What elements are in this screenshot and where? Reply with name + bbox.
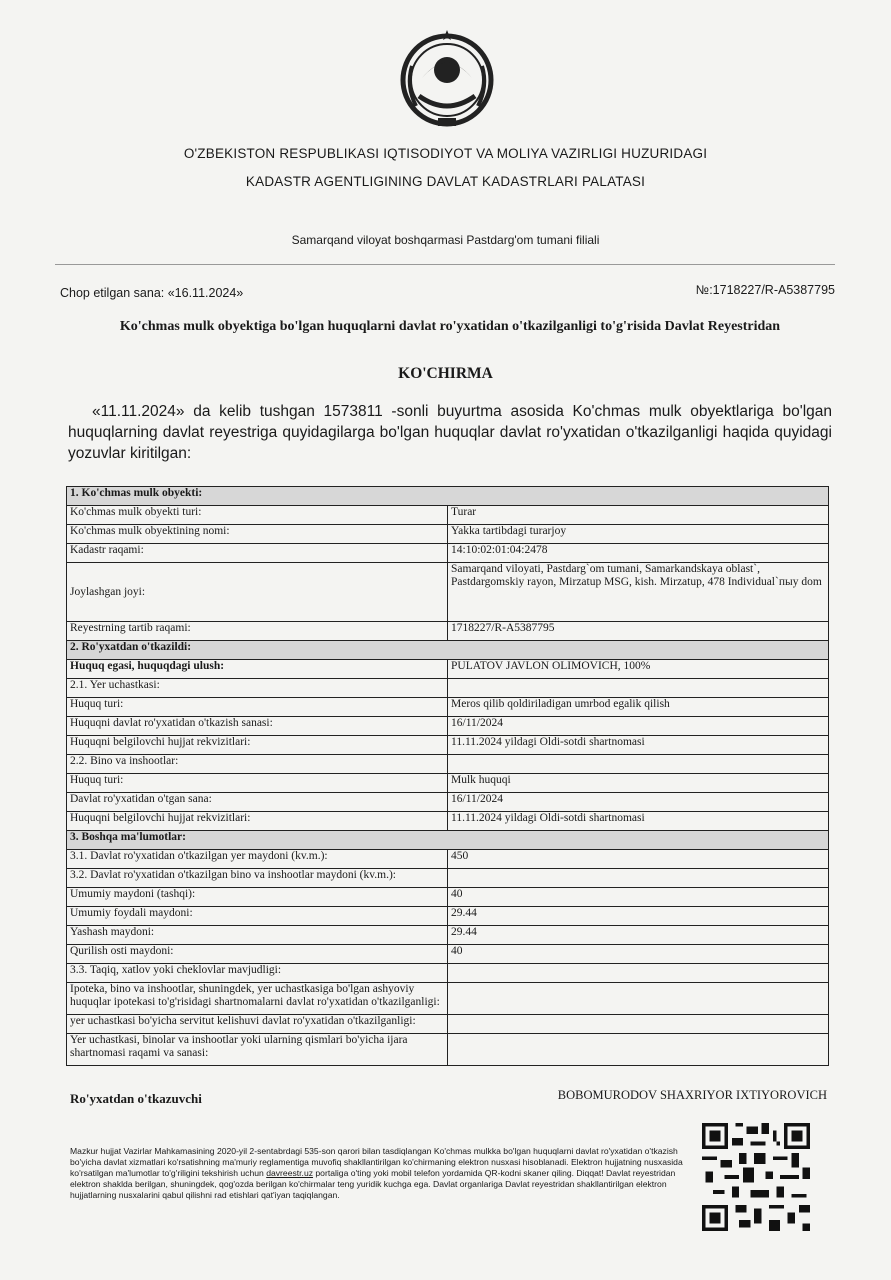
table-row: Huquq turi: Meros qilib qoldiriladigan umrbod egalik qilish (67, 698, 829, 717)
davreestr-link[interactable]: davreestr.uz (266, 1168, 314, 1178)
branch-name: Samarqand viloyat boshqarmasi Pastdarg'om tumani filiali (291, 233, 600, 247)
header-divider (55, 264, 835, 265)
table-row: Davlat ro'yxatidan o'tgan sana: 16/11/2024 (67, 793, 829, 812)
section-header: 3. Boshqa ma'lumotlar: (67, 831, 829, 850)
table-row: Yashash maydoni: 29.44 (67, 926, 829, 945)
section-header: 1. Ko'chmas mulk obyekti: (67, 487, 829, 506)
table-row: yer uchastkasi bo'yicha servitut kelishuvi davlat ro'yxatidan o'tkazilganligi: (67, 1015, 829, 1034)
table-row: Umumiy foydali maydoni: 29.44 (67, 907, 829, 926)
registrar-label: Ro'yxatdan o'tkazuvchi (70, 1091, 202, 1106)
table-row: Ko'chmas mulk obyektining nomi: Yakka tartibdagi turarjoy (67, 525, 829, 544)
register-table (66, 486, 829, 1066)
table-row: Yer uchastkasi, binolar va inshootlar yoki ularning qismlari bo'yicha ijara shartnomasi raqami va sanasi: (67, 1034, 829, 1066)
table-row: Qurilish osti maydoni: 40 (67, 945, 829, 964)
table-row: Huquqni davlat ro'yxatidan o'tkazish sanasi: 16/11/2024 (67, 717, 829, 736)
table-row: Joylashgan joyi: Samarqand viloyati, Pastdarg`om tumani, Samarkandskaya oblast`, Pastdargomskiy rayon, Mirzatup MSG, kish. Mirzatup, 478 Individual`пыу dom (67, 563, 829, 622)
footer-note: Mazkur hujjat Vazirlar Mahkamasining 2020-yil 2-sentabrdagi 535-son qarori bilan tasdiqlangan Ko'chmas mulkka bo'lgan huquqlarni davlat ro'yxatidan o'tkazish bo'yicha davlat xizmatlari ko'rsatishning ma'muriy reglamentiga muvofiq shakllantirilgan ko'chirmaning elektron nusxasi hisoblanadi. Elektron hujjatning nusxasida ko'rsatilgan ma'lumotlar to'g'riligini tekshirish uchun davreestr.uz portaliga o'ting yoki mobil telefon yordamida QR-kodni skaner qiling. Diqqat! Davlat reyestridan elektron shaklda berilgan, shuningdek, qog'ozda berilgan ko'chirmalar teng yuridik kuchga ega. Davlat organlariga Davlat reyestridan shakllantirilgan elektron hujjatlarning nusxalarini qabul qilishni rad etishlari qat'iyan taqiqlangan. (70, 1146, 683, 1200)
section-header: 2. Ro'yxatdan o'tkazildi: (67, 641, 829, 660)
table-row: Ipoteka, bino va inshootlar, shuningdek, yer uchastkasiga bo'lgan ashyoviy huquqlar ipotekasi to'g'risidagi shartnomalarni davlat ro'yxatidan o'tkazilganligi: (67, 983, 829, 1015)
table-row: 3.2. Davlat ro'yxatidan o'tkazilgan bino va inshootlar maydoni (kv.m.): (67, 869, 829, 888)
table-row: Reyestrning tartib raqami: 1718227/R-A5387795 (67, 622, 829, 641)
agency-title-line1: O'ZBEKISTON RESPUBLIKASI IQTISODIYOT VA MOLIYA VAZIRLIGI HUZURIDAGI (183, 146, 708, 161)
table-row: Umumiy maydoni (tashqi): 40 (67, 888, 829, 907)
table-row: 2.2. Bino va inshootlar: (67, 755, 829, 774)
document-number: №:1718227/R-A5387795 (695, 283, 835, 297)
table-row: Huquq egasi, huquqdagi ulush: PULATOV JAVLON OLIMOVICH, 100% (67, 660, 829, 679)
table-row: Huquqni belgilovchi hujjat rekvizitlari: 11.11.2024 yildagi Oldi-sotdi shartnomasi (67, 812, 829, 831)
table-row: 3.3. Taqiq, xatlov yoki cheklovlar mavjudligi: (67, 964, 829, 983)
table-row: Ko'chmas mulk obyekti turi: Turar (67, 506, 829, 525)
intro-paragraph: «11.11.2024» da kelib tushgan 1573811 -sonli buyurtma asosida Ko'chmas mulk obyektlariga bo'lgan huquqlarning davlat reyestriga quyidagilarga bo'lgan huquqlar davlat ro'yxatidan o'tkazilganligi haqida quyidagi yozuvlar kiritilgan: (68, 403, 832, 462)
document-subtitle: KO'CHIRMA (398, 365, 493, 382)
agency-title-line2: KADASTR AGENTLIGINING DAVLAT KADASTRLARI PALATASI (245, 174, 646, 189)
qr-code-icon[interactable] (702, 1123, 810, 1231)
table-row: 3.1. Davlat ro'yxatidan o'tkazilgan yer maydoni (kv.m.): 450 (67, 850, 829, 869)
print-date: Chop etilgan sana: «16.11.2024» (60, 286, 244, 300)
table-row: Kadastr raqami: 14:10:02:01:04:2478 (67, 544, 829, 563)
document-title: Ko'chmas mulk obyektiga bo'lgan huquqlarni davlat ro'yxatidan o'tkazilganligi to'g'risida Davlat Reyestridan (119, 319, 781, 334)
state-emblem-icon (392, 26, 502, 130)
registrar-name: BOBOMURODOV SHAXRIYOR IXTIYOROVICH (557, 1088, 827, 1102)
table-row: Huquqni belgilovchi hujjat rekvizitlari: 11.11.2024 yildagi Oldi-sotdi shartnomasi (67, 736, 829, 755)
table-row: Huquq turi: Mulk huquqi (67, 774, 829, 793)
table-row: 2.1. Yer uchastkasi: (67, 679, 829, 698)
